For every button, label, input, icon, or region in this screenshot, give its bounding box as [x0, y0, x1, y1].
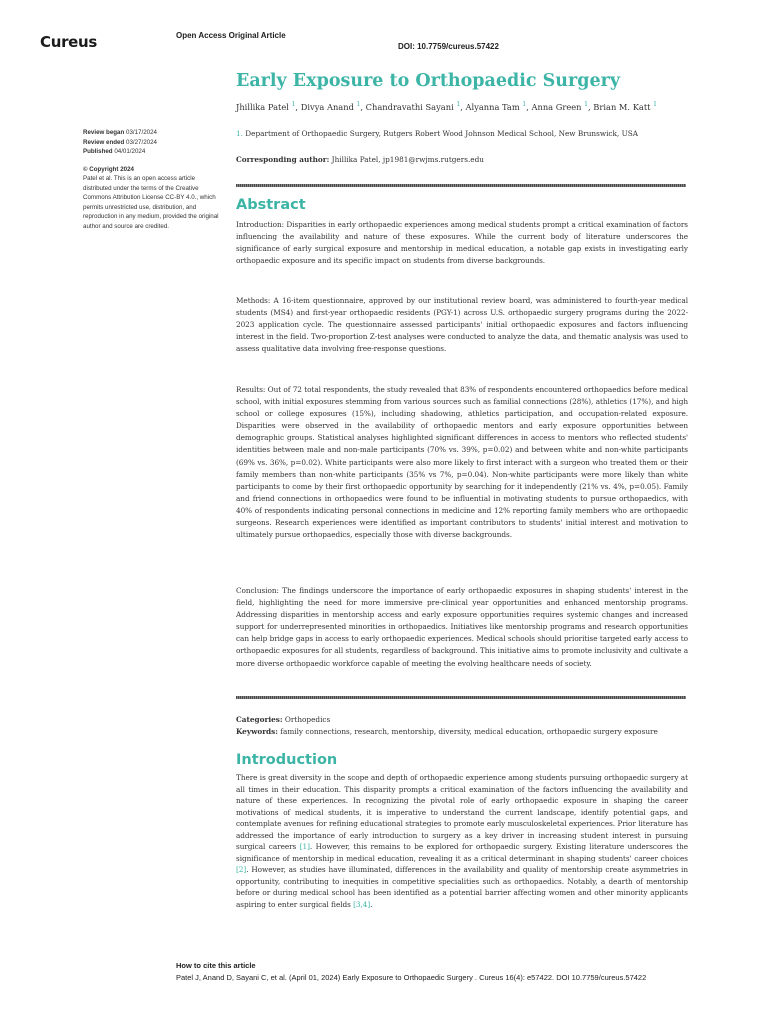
abstract-conclusion: Conclusion: The findings underscore the importance of early orthopaedic exposures in shaping students' interest in the field, highlighting the need for more immersive pre-clinical year opportunities and enhanced mentorship programs. Addressing disparities in mentorship access and early exposure opportunities requires systemic changes and increased support for underrepresented minorities in orthopaedics. Initiatives like mentorship programs and research opportunities can help bridge gaps in access to early orthopaedic experiences. Medical schools should prioritise targeted early access to orthopaedic exposures for all students, regardless of background. This initiative aims to promote inclusivity and cultivate a more diverse orthopaedic workforce capable of meeting the evolving healthcare needs of society.: [236, 586, 688, 668]
review-began-label: Review began: [83, 129, 125, 136]
author-name[interactable]: Brian M. Katt: [593, 101, 651, 112]
article-title: Early Exposure to Orthopaedic Surgery: [236, 71, 620, 91]
citation-link[interactable]: [3,4]: [353, 899, 371, 909]
keywords-value: family connections, research, mentorship, diversity, medical education, orthopaedic surgery exposure: [280, 727, 658, 736]
abstract-methods: Methods: A 16-item questionnaire, approved by our institutional review board, was administered to fourth-year medical students (MS4) and first-year orthopaedic residents (PGY-1) across U.S. orthopaedic surgery programs during the 2022-2023 application cycle. The questionnaire assessed participants' initial orthopaedic exposures and factors influencing interest in the field. Two-proportion Z-test analyses were conducted to analyze the data, and thematic analysis was used to assess qualitative data involving free-response questions.: [236, 296, 688, 354]
abstract-introduction: Introduction: Disparities in early orthopaedic experiences among medical students prompt a critical examination of factors influencing the availability and nature of these exposures. While the current body of literature underscores the significance of early surgical exposure and mentorship in medical education, a notable gap exists in investigating early orthopaedic exposure and its specific impact on students from diverse backgrounds.: [236, 220, 688, 266]
corresponding-label: Corresponding author:: [236, 155, 330, 164]
how-to-cite: [176, 960, 646, 984]
review-sidebar: [83, 128, 225, 231]
author-list: Jhillika Patel $^1$, Divya Anand $^1$, Chandravathi Sayani $^1$, Alyanna Tam $^1$, Anna Green $^1$, Brian M. Katt $^1$: [236, 101, 657, 112]
section-divider: [236, 696, 686, 699]
author-name[interactable]: Chandravathi Sayani: [365, 101, 454, 112]
author-affiliation-mark: 1: [456, 101, 461, 108]
intro-text: There is great diversity in the scope and depth of orthopaedic experience among students pursuing orthopaedic surgery at all times in their education. This disparity prompts a critical examination of the factors influencing the availability and nature of these experiences. In recognizing the pivotal role of early orthopaedic exposure in shaping the career motivations of medical students, it is imperative to understand the current landscape, identify potential gaps, and contemplate avenues for refining educational strategies to promote early musculoskeletal experiences. Prior literature has addressed the importance of early introduction to surgery as a key driver in increasing student interest in pursuing surgical careers: [236, 773, 688, 851]
article-meta: [236, 714, 658, 738]
categories-label: Categories:: [236, 715, 283, 724]
copyright-notice: [83, 165, 225, 232]
review-began: [83, 128, 225, 138]
journal-logo: Cureus: [40, 33, 98, 51]
keywords-label: Keywords:: [236, 727, 278, 736]
author-affiliation-mark: 1: [653, 101, 657, 108]
article-type: Open Access Original Article: [176, 31, 286, 40]
published: [83, 147, 225, 157]
abstract-heading: Abstract: [236, 197, 306, 213]
review-ended: [83, 138, 225, 148]
cite-heading: How to cite this article: [176, 961, 256, 970]
review-ended-date: 03/27/2024: [126, 138, 157, 146]
citation-text: Patel J, Anand D, Sayani C, et al. (April 01, 2024) Early Exposure to Orthopaedic Surgery . Cureus 16(4): e57422. DOI 10.7759/cureus.57422: [176, 973, 647, 982]
categories-row: [236, 714, 658, 726]
intro-text: . However, as studies have illuminated, differences in the availability and quality of mentorship create asymmetries in opportunity, contributing to inequities in competitive specialities such as orthopaedics. Notably, a dearth of mentorship before or during medical school has been identified as a potential barrier affecting women and other minority applicants aspiring to enter surgical fields: [236, 865, 688, 909]
corresponding-contact[interactable]: Jhillika Patel, jp1981@rwjms.rutgers.edu: [331, 155, 484, 164]
author-name[interactable]: Jhillika Patel: [236, 101, 289, 112]
introduction-heading: Introduction: [236, 752, 338, 768]
categories-value[interactable]: Orthopedics: [284, 715, 331, 724]
author-affiliation-mark: 1: [522, 101, 527, 108]
section-divider: [236, 184, 686, 187]
copyright-title: © Copyright 2024: [83, 165, 134, 173]
published-label: Published: [83, 148, 113, 155]
abstract-results: Results: Out of 72 total respondents, the study revealed that 83% of respondents encountered orthopaedics before medical school, with initial exposures stemming from various sources such as familial connections (28%), athletics (17%), and high school or college exposures (15%), including shadowing, athletics participation, and occupation-related exposure. Disparities were observed in the availability of orthopaedic mentors and early exposure opportunities between demographic groups. Statistical analyses highlighted significant differences in access to mentors who reflected students' identities between male and non-male participants (70% vs. 39%, p=0.02) and between white and non-white participants (69% vs. 36%, p=0.02). White participants were also more likely to first interact with a surgeon who treated them or their family members than non-white participants (35% vs 7%, p=0.04). Non-white participants were more likely than white participants to come by their first orthopaedic opportunity by searching for it independently (21% vs. 4%, p=0.05). Family and friend connections in orthopaedics were found to be influential in motivating students to pursue orthopaedics, with 40% of respondents indicating personal connections in medicine and 12% reporting family members who are orthopaedic surgeons. Research experiences were identified as important contributors to students' initial interest and motivation to ultimately pursue orthopaedics, especially those with diverse backgrounds.: [236, 385, 688, 540]
affiliation: [236, 129, 638, 138]
review-began-date: 03/17/2024: [126, 129, 157, 136]
review-ended-label: Review ended: [83, 138, 125, 146]
author-name[interactable]: Alyanna Tam: [465, 101, 520, 112]
citation-link[interactable]: [1]: [299, 842, 310, 851]
author-name[interactable]: Divya Anand: [300, 101, 354, 112]
author-affiliation-mark: 1: [584, 101, 588, 108]
citation-link[interactable]: [2]: [236, 865, 247, 874]
keywords-row: [236, 726, 658, 738]
affiliation-text: Department of Orthopaedic Surgery, Rutgers Robert Wood Johnson Medical School, New Brunswick, USA: [245, 129, 638, 138]
copyright-text: Patel et al. This is an open access article distributed under the terms of the Creative Commons Attribution License CC-BY 4.0., which permits unrestricted use, distribution, and reproduction in any medium, provided the original author and source are credited.: [83, 175, 219, 230]
introduction-paragraph: [236, 772, 688, 910]
doi[interactable]: DOI: 10.7759/cureus.57422: [398, 42, 499, 51]
intro-text: .: [370, 899, 373, 909]
author-affiliation-mark: 1: [291, 101, 296, 108]
published-date: 04/01/2024: [114, 148, 146, 155]
affiliation-number: 1.: [236, 129, 243, 138]
author-affiliation-mark: 1: [356, 101, 361, 108]
corresponding-author: [236, 155, 484, 164]
intro-text: . However, this remains to be explored for orthopaedic surgery. Existing literature underscores the significance of mentorship in medical education, revealing it as a critical determinant in shaping students' career choices: [236, 842, 688, 863]
author-name[interactable]: Anna Green: [531, 101, 582, 112]
